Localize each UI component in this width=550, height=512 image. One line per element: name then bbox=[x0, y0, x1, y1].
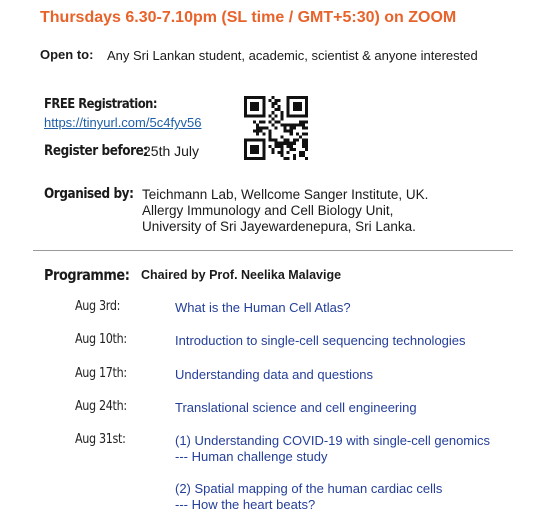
qr-module bbox=[287, 99, 290, 102]
qr-module bbox=[262, 148, 265, 151]
qr-module bbox=[296, 108, 299, 111]
qr-module bbox=[281, 111, 284, 114]
qr-module bbox=[278, 105, 281, 108]
qr-module bbox=[281, 136, 284, 139]
qr-module bbox=[250, 105, 253, 108]
qr-module bbox=[296, 133, 299, 136]
qr-module bbox=[253, 96, 256, 99]
qr-module bbox=[281, 123, 284, 126]
qr-module bbox=[305, 145, 308, 148]
qr-module bbox=[290, 130, 293, 133]
qr-module bbox=[293, 148, 296, 151]
qr-module bbox=[262, 133, 265, 136]
qr-module bbox=[287, 130, 290, 133]
qr-module bbox=[262, 142, 265, 145]
qr-module bbox=[262, 108, 265, 111]
qr-module bbox=[274, 114, 277, 117]
session-date: Aug 10th: bbox=[75, 332, 127, 347]
qr-module bbox=[287, 157, 290, 160]
session-date: Aug 24th: bbox=[75, 399, 127, 414]
qr-module bbox=[299, 102, 302, 105]
qr-module bbox=[305, 133, 308, 136]
qr-module bbox=[268, 136, 271, 139]
qr-module bbox=[299, 136, 302, 139]
session-topic: What is the Human Cell Atlas? bbox=[175, 300, 351, 315]
qr-module bbox=[278, 151, 281, 154]
qr-module bbox=[268, 145, 271, 148]
qr-module bbox=[290, 126, 293, 129]
qr-module bbox=[244, 111, 247, 114]
qr-module bbox=[244, 102, 247, 105]
qr-module bbox=[278, 108, 281, 111]
qr-module bbox=[305, 120, 308, 123]
qr-module bbox=[302, 154, 305, 157]
qr-module bbox=[256, 102, 259, 105]
qr-module bbox=[287, 108, 290, 111]
qr-module bbox=[256, 133, 259, 136]
qr-module bbox=[305, 108, 308, 111]
qr-module bbox=[274, 139, 277, 142]
qr-module bbox=[296, 102, 299, 105]
qr-module bbox=[268, 130, 271, 133]
qr-module bbox=[278, 120, 281, 123]
qr-module bbox=[250, 145, 253, 148]
qr-module bbox=[274, 108, 277, 111]
qr-module bbox=[256, 114, 259, 117]
qr-module bbox=[274, 142, 277, 145]
qr-module bbox=[262, 126, 265, 129]
session-topic: Understanding data and questions bbox=[175, 367, 374, 382]
qr-module bbox=[256, 108, 259, 111]
qr-module bbox=[287, 139, 290, 142]
qr-module bbox=[284, 130, 287, 133]
qr-module bbox=[253, 102, 256, 105]
qr-module bbox=[250, 139, 253, 142]
organiser-line: Allergy Immunology and Cell Biology Unit, bbox=[142, 203, 394, 218]
qr-module bbox=[281, 117, 284, 120]
qr-module bbox=[302, 139, 305, 142]
qr-module bbox=[259, 157, 262, 160]
organiser-line: University of Sri Jayewardenepura, Sri Lanka. bbox=[142, 219, 416, 234]
qr-module bbox=[274, 102, 277, 105]
qr-module bbox=[268, 133, 271, 136]
qr-module bbox=[253, 114, 256, 117]
qr-module bbox=[262, 105, 265, 108]
audience-label: Open to: bbox=[40, 47, 94, 62]
qr-module bbox=[296, 123, 299, 126]
qr-module bbox=[290, 145, 293, 148]
qr-module bbox=[259, 139, 262, 142]
qr-module bbox=[262, 111, 265, 114]
qr-module bbox=[296, 105, 299, 108]
qr-module bbox=[281, 154, 284, 157]
qr-module bbox=[262, 145, 265, 148]
qr-module bbox=[287, 111, 290, 114]
qr-module bbox=[262, 139, 265, 142]
qr-module bbox=[293, 157, 296, 160]
qr-module bbox=[262, 154, 265, 157]
qr-module bbox=[274, 120, 277, 123]
qr-module bbox=[305, 157, 308, 160]
qr-module bbox=[256, 157, 259, 160]
qr-module bbox=[302, 123, 305, 126]
qr-module bbox=[271, 96, 274, 99]
qr-module bbox=[296, 139, 299, 142]
qr-module bbox=[290, 142, 293, 145]
qr-module bbox=[287, 151, 290, 154]
session-date: Aug 17th: bbox=[75, 366, 127, 381]
qr-module bbox=[305, 105, 308, 108]
qr-module bbox=[274, 99, 277, 102]
qr-module bbox=[284, 139, 287, 142]
qr-code-icon bbox=[244, 96, 308, 160]
qr-module bbox=[274, 126, 277, 129]
qr-module bbox=[253, 139, 256, 142]
qr-module bbox=[244, 148, 247, 151]
qr-module bbox=[271, 117, 274, 120]
qr-module bbox=[244, 142, 247, 145]
qr-module bbox=[302, 151, 305, 154]
qr-module bbox=[247, 96, 250, 99]
qr-module bbox=[244, 157, 247, 160]
qr-module bbox=[305, 111, 308, 114]
qr-module bbox=[299, 105, 302, 108]
qr-module bbox=[253, 148, 256, 151]
qr-module bbox=[244, 154, 247, 157]
qr-module bbox=[287, 102, 290, 105]
qr-module bbox=[287, 96, 290, 99]
qr-module bbox=[293, 102, 296, 105]
qr-module bbox=[281, 114, 284, 117]
qr-module bbox=[244, 108, 247, 111]
qr-module bbox=[296, 96, 299, 99]
session-topic: Introduction to single-cell sequencing technologies bbox=[175, 333, 466, 348]
qr-module bbox=[244, 139, 247, 142]
session-date: Aug 3rd: bbox=[75, 299, 121, 314]
qr-module bbox=[293, 123, 296, 126]
qr-module bbox=[250, 151, 253, 154]
qr-module bbox=[284, 142, 287, 145]
qr-module bbox=[250, 114, 253, 117]
qr-module bbox=[299, 108, 302, 111]
qr-module bbox=[253, 157, 256, 160]
qr-module bbox=[299, 96, 302, 99]
session-time: Thursdays 6.30-7.10pm (SL time / GMT+5:30) on ZOOM bbox=[40, 9, 457, 26]
qr-module bbox=[281, 142, 284, 145]
qr-module bbox=[250, 157, 253, 160]
qr-module bbox=[287, 105, 290, 108]
qr-module bbox=[281, 151, 284, 154]
qr-module bbox=[268, 139, 271, 142]
qr-module bbox=[256, 123, 259, 126]
qr-module bbox=[271, 102, 274, 105]
qr-module bbox=[247, 139, 250, 142]
qr-module bbox=[281, 145, 284, 148]
qr-module bbox=[262, 102, 265, 105]
qr-module bbox=[290, 114, 293, 117]
section-divider bbox=[33, 250, 513, 251]
qr-module bbox=[293, 105, 296, 108]
qr-module bbox=[262, 96, 265, 99]
qr-module bbox=[256, 96, 259, 99]
qr-module bbox=[259, 126, 262, 129]
qr-module bbox=[278, 145, 281, 148]
qr-module bbox=[271, 151, 274, 154]
qr-module bbox=[253, 130, 256, 133]
session-topic-continued: --- Human challenge study bbox=[175, 449, 328, 464]
session-date: Aug 31st: bbox=[75, 432, 126, 447]
qr-module bbox=[262, 120, 265, 123]
qr-module bbox=[256, 139, 259, 142]
qr-module bbox=[250, 102, 253, 105]
session-topic: (2) Spatial mapping of the human cardiac cells bbox=[175, 481, 443, 496]
qr-module bbox=[244, 99, 247, 102]
qr-module bbox=[293, 114, 296, 117]
qr-module bbox=[256, 105, 259, 108]
qr-module bbox=[281, 148, 284, 151]
qr-module bbox=[268, 120, 271, 123]
qr-module bbox=[253, 145, 256, 148]
qr-module bbox=[278, 142, 281, 145]
qr-module bbox=[287, 123, 290, 126]
qr-module bbox=[284, 123, 287, 126]
qr-module bbox=[244, 105, 247, 108]
qr-module bbox=[290, 133, 293, 136]
qr-module bbox=[299, 154, 302, 157]
qr-module bbox=[268, 114, 271, 117]
qr-module bbox=[256, 145, 259, 148]
qr-module bbox=[250, 96, 253, 99]
qr-module bbox=[293, 154, 296, 157]
qr-module bbox=[244, 96, 247, 99]
qr-module bbox=[302, 126, 305, 129]
qr-module bbox=[256, 148, 259, 151]
qr-module bbox=[259, 120, 262, 123]
qr-module bbox=[290, 96, 293, 99]
qr-module bbox=[302, 133, 305, 136]
qr-module bbox=[299, 151, 302, 154]
qr-module bbox=[290, 148, 293, 151]
qr-module bbox=[259, 130, 262, 133]
qr-module bbox=[278, 99, 281, 102]
qr-module bbox=[293, 126, 296, 129]
qr-module bbox=[305, 96, 308, 99]
qr-module bbox=[293, 139, 296, 142]
qr-module bbox=[290, 123, 293, 126]
qr-module bbox=[284, 157, 287, 160]
chair-text: Chaired by Prof. Neelika Malavige bbox=[141, 268, 342, 282]
qr-module bbox=[302, 114, 305, 117]
qr-module bbox=[299, 114, 302, 117]
qr-module bbox=[302, 120, 305, 123]
qr-module bbox=[302, 145, 305, 148]
qr-module bbox=[268, 99, 271, 102]
qr-module bbox=[293, 108, 296, 111]
session-topic: Translational science and cell engineering bbox=[175, 400, 417, 415]
qr-module bbox=[250, 108, 253, 111]
qr-module bbox=[253, 120, 256, 123]
registration-link[interactable]: https://tinyurl.com/5c4fyv56 bbox=[44, 115, 202, 130]
qr-module bbox=[262, 157, 265, 160]
qr-module bbox=[305, 148, 308, 151]
qr-module bbox=[253, 105, 256, 108]
organiser-line: Teichmann Lab, Wellcome Sanger Institute, UK. bbox=[142, 187, 429, 202]
qr-module bbox=[271, 139, 274, 142]
qr-module bbox=[302, 96, 305, 99]
qr-module bbox=[247, 157, 250, 160]
programme-label: Programme: bbox=[44, 266, 130, 284]
session-topic-continued: --- How the heart beats? bbox=[175, 497, 316, 512]
qr-module bbox=[256, 126, 259, 129]
qr-module bbox=[271, 105, 274, 108]
audience-text: Any Sri Lankan student, academic, scientist & anyone interested bbox=[107, 48, 478, 63]
qr-module bbox=[305, 114, 308, 117]
qr-module bbox=[305, 142, 308, 145]
qr-module bbox=[293, 142, 296, 145]
deadline-value: 25th July bbox=[143, 143, 200, 159]
deadline-label: Register before: bbox=[44, 143, 148, 159]
qr-module bbox=[287, 145, 290, 148]
qr-module bbox=[253, 151, 256, 154]
qr-module bbox=[274, 145, 277, 148]
session-topic: (1) Understanding COVID-19 with single-cell genomics bbox=[175, 433, 491, 448]
qr-module bbox=[305, 99, 308, 102]
qr-module bbox=[296, 114, 299, 117]
qr-module bbox=[302, 142, 305, 145]
qr-module bbox=[305, 102, 308, 105]
registration-label: FREE Registration: bbox=[44, 96, 158, 112]
qr-module bbox=[305, 126, 308, 129]
qr-module bbox=[271, 123, 274, 126]
qr-module bbox=[244, 145, 247, 148]
qr-module bbox=[250, 148, 253, 151]
qr-module bbox=[262, 114, 265, 117]
qr-module bbox=[244, 151, 247, 154]
qr-module bbox=[271, 111, 274, 114]
qr-module bbox=[265, 126, 268, 129]
qr-module bbox=[284, 126, 287, 129]
qr-module bbox=[293, 96, 296, 99]
qr-module bbox=[287, 142, 290, 145]
organiser-label: Organised by: bbox=[44, 186, 134, 202]
qr-module bbox=[247, 114, 250, 117]
qr-module bbox=[262, 151, 265, 154]
qr-module bbox=[271, 148, 274, 151]
qr-module bbox=[262, 99, 265, 102]
qr-module bbox=[287, 114, 290, 117]
qr-module bbox=[256, 151, 259, 154]
qr-module bbox=[259, 114, 262, 117]
qr-module bbox=[305, 139, 308, 142]
qr-module bbox=[253, 108, 256, 111]
qr-module bbox=[299, 123, 302, 126]
qr-module bbox=[259, 96, 262, 99]
qr-module bbox=[256, 130, 259, 133]
qr-module bbox=[244, 114, 247, 117]
qr-module bbox=[299, 120, 302, 123]
